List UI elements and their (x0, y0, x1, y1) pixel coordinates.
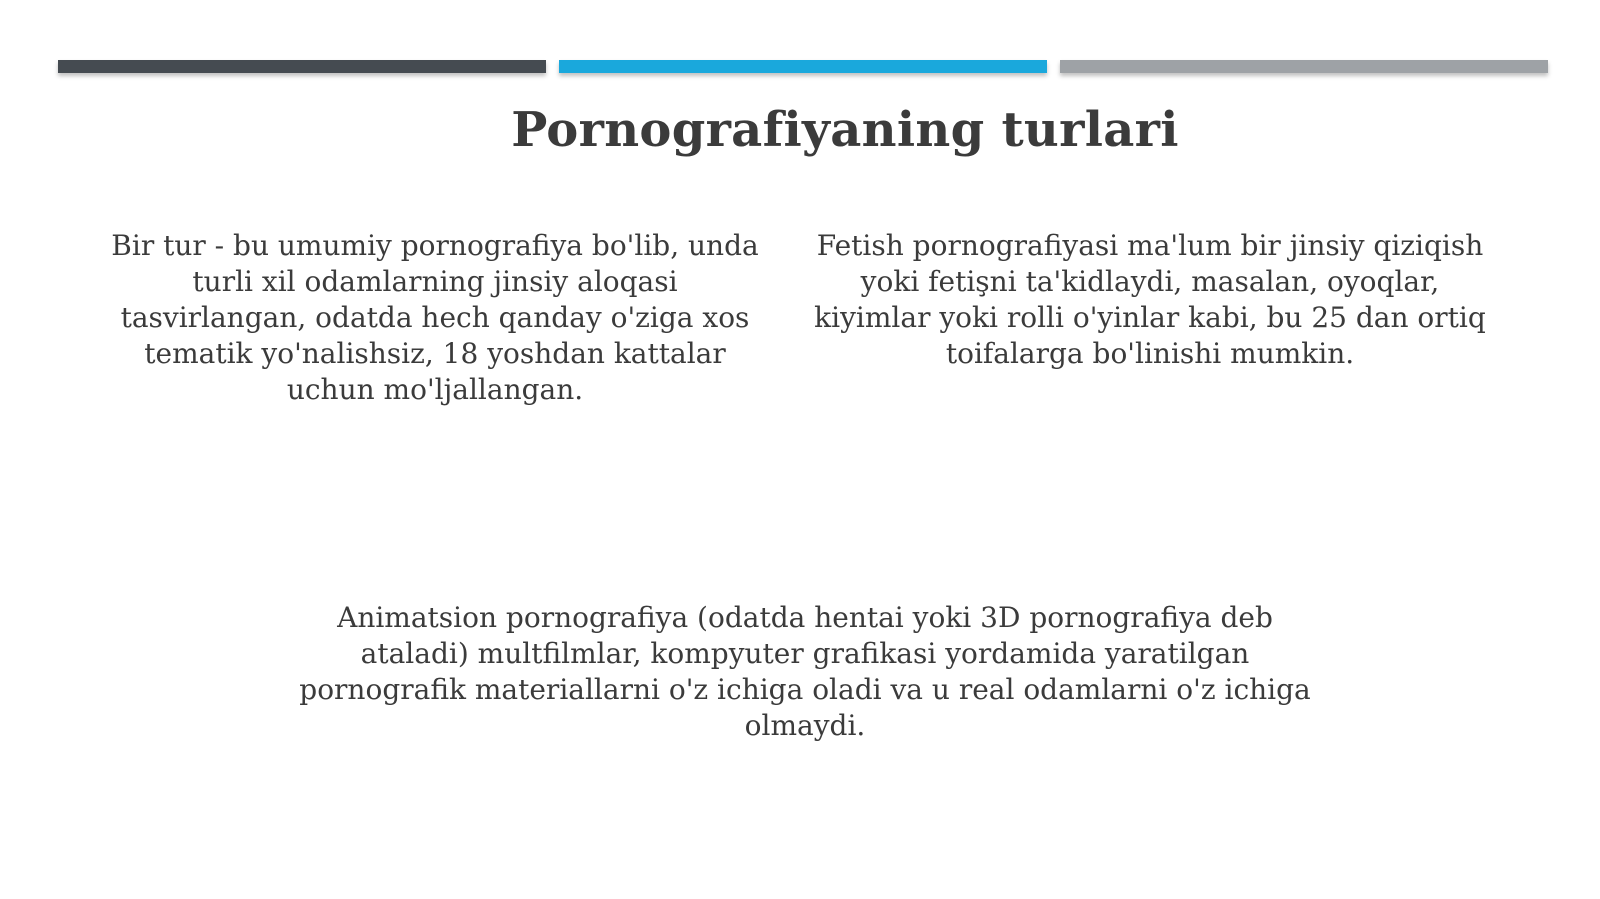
text-block-fetish: Fetish pornografiyasi ma'lum bir jinsiy qiziqish yoki fetişni ta'kidlaydi, masalan, oyoqlar, kiyimlar yoki rolli o'yinlar kabi, bu 25 dan ortiq toifalarga bo'linishi mumkin. (814, 229, 1486, 370)
header-bar-gray (1060, 60, 1548, 73)
header-bar-accent (559, 60, 1047, 73)
text-block-animated: Animatsion pornografiya (odatda hentai yoki 3D pornografiya deb ataladi) multfilmlar, kompyuter grafikasi yordamida yaratilgan pornografik materiallarni o'z ichiga oladi va u real odamlarni o'z ichiga olmaydi. (299, 601, 1311, 742)
header-bar-dark (58, 60, 546, 73)
slide-title: Pornografiyaning turlari (511, 102, 1179, 158)
text-block-general: Bir tur - bu umumiy pornografiya bo'lib, unda turli xil odamlarning jinsiy aloqasi tasvirlangan, odatda hech qanday o'ziga xos tematik yo'nalishsiz, 18 yoshdan kattalar uchun mo'ljallangan. (111, 229, 759, 406)
